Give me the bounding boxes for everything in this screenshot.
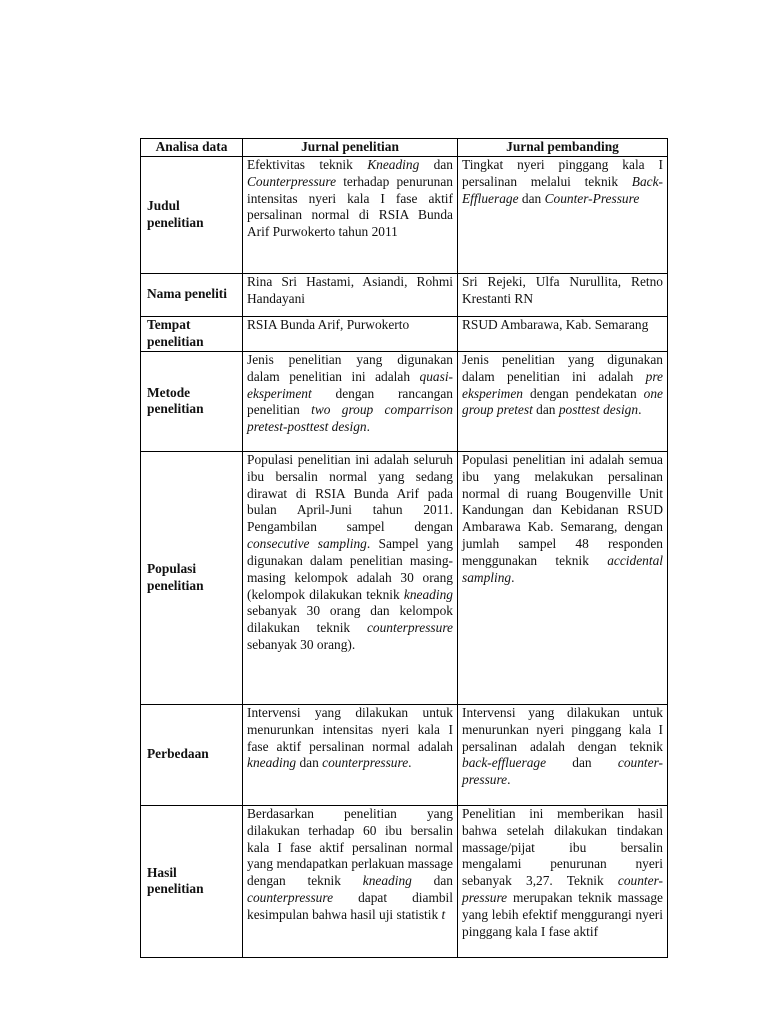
row-populasi xyxy=(141,451,668,704)
text-segment: dengan rancangan penelitian xyxy=(247,385,453,418)
text-segment: dapat diambil kesimpulan bahwa hasil uji statistik xyxy=(247,890,453,922)
row-hasil xyxy=(141,805,668,957)
row-label: Populasi penelitian xyxy=(141,451,243,704)
italic-term: Counterpressure xyxy=(247,173,337,189)
row-perbedaan xyxy=(141,704,668,805)
italic-term: kneading xyxy=(362,873,412,889)
penelitian-cell xyxy=(243,451,458,704)
header-jurnal-penelitian: Jurnal penelitian xyxy=(243,139,458,157)
text-segment: Intervensi yang dilakukan untuk menurunkan intensitas nyeri kala I fase aktif persalinan normal adalah xyxy=(247,704,453,754)
text-segment: dengan pendekatan xyxy=(522,385,644,401)
text-segment: dan xyxy=(518,190,545,206)
row-metode xyxy=(141,351,668,451)
text-segment: dan xyxy=(532,402,559,418)
header-jurnal-pembanding: Jurnal pembanding xyxy=(458,139,668,157)
italic-term: counterpressure xyxy=(247,890,334,906)
penelitian-cell xyxy=(243,704,458,805)
italic-term: counterpressure xyxy=(366,620,453,636)
text-segment: dan xyxy=(546,755,618,771)
text-segment: merupakan teknik massage yang lebih efektif menggurangi nyeri pinggang kala I fase aktif xyxy=(462,890,663,939)
text-segment: Populasi penelitian ini adalah semua ibu yang melakukan persalinan normal di ruang Bougenville Unit Kandungan dan Kebidanan RSUD Ambarawa Kab. Semarang, dengan jumlah sampel 48 responden menggunakan teknik xyxy=(462,451,663,568)
italic-term: quasi-eksperiment xyxy=(247,368,453,401)
text-segment: RSIA Bunda Arif, Purwokerto xyxy=(247,316,410,332)
row-judul xyxy=(141,156,668,273)
row-label: Hasil penelitian xyxy=(141,805,243,957)
penelitian-cell xyxy=(243,156,458,273)
text-segment: Penelitian ini memberikan hasil bahwa setelah dilakukan tindakan massage/pijat ibu bersalin mengalami penurunan nyeri sebanyak 3,27. Teknik xyxy=(462,805,663,889)
italic-term: t xyxy=(441,906,446,922)
penelitian-cell xyxy=(243,805,458,957)
text-segment: Efektivitas teknik xyxy=(247,156,368,172)
comparison-table xyxy=(140,138,668,958)
text-segment: Sri Rejeki, Ulfa Nurullita, Retno Krestanti RN xyxy=(462,273,663,306)
italic-term: kneading xyxy=(403,586,453,602)
row-label: Perbedaan xyxy=(141,704,243,805)
text-segment: . xyxy=(507,772,511,788)
pembanding-cell xyxy=(458,156,668,273)
penelitian-cell xyxy=(243,273,458,316)
pembanding-cell xyxy=(458,805,668,957)
pembanding-cell xyxy=(458,451,668,704)
row-label: Nama peneliti xyxy=(141,273,243,316)
pembanding-cell xyxy=(458,273,668,316)
row-tempat xyxy=(141,316,668,351)
italic-term: Kneading xyxy=(367,156,420,172)
text-segment: . xyxy=(638,402,642,418)
header-analisa-data: Analisa data xyxy=(141,139,243,157)
pembanding-cell xyxy=(458,316,668,351)
text-segment: dan xyxy=(296,755,323,771)
italic-term: one group pretest xyxy=(462,385,663,418)
text-segment: dan xyxy=(419,156,453,172)
pembanding-cell xyxy=(458,351,668,451)
italic-term: counter-pressure xyxy=(462,755,663,788)
text-segment: Jenis penelitian yang digunakan dalam penelitian ini adalah xyxy=(247,351,453,384)
italic-term: back-effluerage xyxy=(462,755,547,771)
pembanding-cell xyxy=(458,704,668,805)
text-segment: dan xyxy=(411,873,453,889)
penelitian-cell xyxy=(243,351,458,451)
row-label: Metode penelitian xyxy=(141,351,243,451)
text-segment: Rina Sri Hastami, Asiandi, Rohmi Handayani xyxy=(247,273,453,306)
text-segment: Berdasarkan penelitian yang dilakukan terhadap 60 ibu bersalin kala I fase aktif persalinan normal yang mendapatkan perlakuan massage dengan teknik xyxy=(247,805,453,889)
header-row xyxy=(141,139,668,157)
row-nama xyxy=(141,273,668,316)
text-segment: Jenis penelitian yang digunakan dalam penelitian ini adalah xyxy=(462,351,663,384)
italic-term: two group comparrison pretest-posttest design xyxy=(247,402,453,435)
italic-term: Back-Effluerage xyxy=(462,173,663,206)
italic-term: counter-pressure xyxy=(462,873,663,906)
text-segment: . xyxy=(366,419,370,435)
text-segment: Intervensi yang dilakukan untuk menurunkan nyeri pinggang kala I persalinan adalah dengan teknik xyxy=(462,704,663,754)
text-segment: sebanyak 30 orang dan kelompok dilakukan teknik xyxy=(247,603,453,636)
text-segment: . xyxy=(511,569,515,585)
row-label: Judul penelitian xyxy=(141,156,243,273)
text-segment: terhadap penurunan intensitas nyeri kala I fase aktif persalinan normal di RSIA Bunda Arif Purwokerto tahun 2011 xyxy=(247,173,453,240)
text-segment: Tingkat nyeri pinggang kala I persalinan melalui teknik xyxy=(462,156,663,189)
italic-term: accidental sampling xyxy=(462,552,663,585)
italic-term: kneading xyxy=(247,755,297,771)
italic-term: counterpressure xyxy=(322,755,409,771)
text-segment: sebanyak 30 orang). xyxy=(247,637,356,653)
italic-term: Counter-Pressure xyxy=(544,190,640,206)
text-segment: . xyxy=(408,755,412,771)
penelitian-cell xyxy=(243,316,458,351)
row-label: Tempat penelitian xyxy=(141,316,243,351)
text-segment: Populasi penelitian ini adalah seluruh ibu bersalin normal yang sedang dirawat di RSIA Bunda Arif pada bulan April-Juni tahun 2011. Pengambilan sampel dengan xyxy=(247,451,453,535)
text-segment: . Sampel yang digunakan dalam penelitian masing-masing kelompok adalah 30 orang (kelompok dilakukan teknik xyxy=(247,536,453,602)
text-segment: RSUD Ambarawa, Kab. Semarang xyxy=(462,316,649,332)
italic-term: pre eksperimen xyxy=(462,368,663,401)
italic-term: consecutive sampling xyxy=(247,536,367,552)
italic-term: posttest design xyxy=(558,402,639,418)
